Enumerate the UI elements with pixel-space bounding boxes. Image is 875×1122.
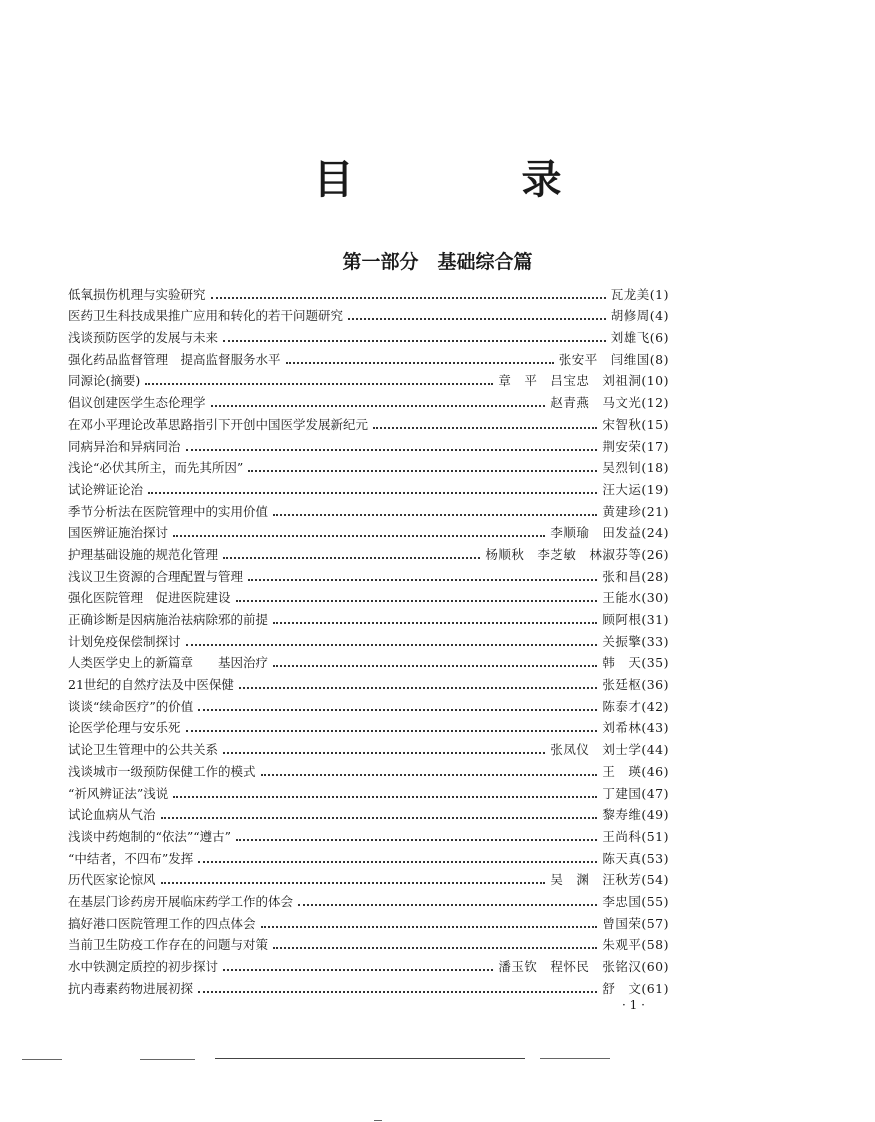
scan-artifact-line <box>540 1058 610 1059</box>
toc-entry-title: 当前卫生防疫工作存在的问题与对策 <box>68 937 269 953</box>
dot-leader <box>223 752 545 754</box>
dot-leader <box>148 492 597 494</box>
toc-entry-title: 浅论“必伏其所主，而先其所因” <box>68 460 244 476</box>
toc-entry-author-page: 张廷枢(36) <box>602 677 669 693</box>
toc-entry-author-page: 王尚科(51) <box>602 828 669 844</box>
toc-entry <box>68 346 669 368</box>
toc-entry-author-page: 杨顺秋 李芝敏 林淑芬等(26) <box>485 546 669 562</box>
toc-entry-title: 护理基础设施的规范化管理 <box>68 546 219 562</box>
toc-entry <box>68 606 669 628</box>
toc-entry-title: 浅谈城市一级预防保健工作的模式 <box>68 763 256 779</box>
toc-entry-author-page: 汪大运(19) <box>602 481 669 497</box>
dot-leader <box>248 470 597 472</box>
toc-entry-title: 浅议卫生资源的合理配置与管理 <box>68 568 244 584</box>
scan-artifact-line <box>22 1059 62 1060</box>
toc-entry <box>68 324 669 346</box>
dot-leader <box>211 297 606 299</box>
dot-leader <box>273 947 597 949</box>
toc-entry-title: 倡议创建医学生态伦理学 <box>68 395 206 411</box>
dot-leader <box>261 926 598 928</box>
toc-entry-author-page: 舒 文(61) <box>602 980 669 996</box>
toc-entry <box>68 802 669 824</box>
dot-leader <box>173 796 597 798</box>
toc-entry-title: 季节分析法在医院管理中的实用价值 <box>68 503 269 519</box>
toc-entry <box>68 585 669 607</box>
toc-entry-title: 搞好港口医院管理工作的四点体会 <box>68 915 256 931</box>
toc-entry <box>68 281 669 303</box>
toc-entry-author-page: 陈天真(53) <box>602 850 669 866</box>
toc-entry-author-page: 曾国荣(57) <box>602 915 669 931</box>
toc-entry-author-page: 关振擎(33) <box>602 633 669 649</box>
dot-leader <box>248 579 597 581</box>
dot-leader <box>223 969 493 971</box>
toc-entry-title: 试论血病从气治 <box>68 807 156 823</box>
toc-entry-title: 人类医学史上的新篇章 基因治疗 <box>68 655 269 671</box>
dot-leader <box>173 535 545 537</box>
dot-leader <box>236 839 597 841</box>
toc-entry-title: “中结者，不四布”发挥 <box>68 850 194 866</box>
dot-leader <box>145 383 493 385</box>
toc-entry-author-page: 吴 渊 汪秋芳(54) <box>550 872 669 888</box>
dot-leader <box>186 449 598 451</box>
toc-entry <box>68 650 669 672</box>
toc-entry <box>68 845 669 867</box>
page-title: 目 录 <box>313 157 626 203</box>
toc-entry-title: 水中铁测定质控的初步探讨 <box>68 959 219 974</box>
toc-entry-title: 国医辨证施治探讨 <box>68 525 169 541</box>
dot-leader <box>236 600 598 602</box>
dot-leader <box>273 514 597 516</box>
toc-entry-title: 医药卫生科技成果推广应用和转化的若干问题研究 <box>68 308 344 324</box>
toc-entry-title: 在基层门诊药房开展临床药学工作的体会 <box>68 893 294 909</box>
dot-leader <box>373 427 597 429</box>
dot-leader <box>198 709 597 711</box>
dot-leader <box>161 882 546 884</box>
toc-entry-author-page: 丁建国(47) <box>602 785 669 801</box>
toc-entry <box>68 455 669 477</box>
toc-entry <box>68 867 669 889</box>
toc-entry-author-page: 张凤仪 刘士学(44) <box>550 742 669 758</box>
toc-entry <box>68 433 669 455</box>
toc-entry-author-page: 赵青燕 马文光(12) <box>550 395 669 411</box>
toc-entry-author-page: 张和昌(28) <box>602 568 669 584</box>
toc-entry-title: 浅谈预防医学的发展与未来 <box>68 330 219 346</box>
dot-leader <box>186 730 598 732</box>
toc-entry-title: 21世纪的自然疗法及中医保健 <box>68 677 234 693</box>
dot-leader <box>161 817 598 819</box>
page-number: · 1 · <box>622 998 645 1012</box>
toc-entry-title: 同源论(摘要) <box>68 373 141 389</box>
section-title: 第一部分 基础综合篇 <box>342 251 533 273</box>
dot-leader <box>223 557 480 559</box>
toc-entry-author-page: 潘玉钦 程怀民 张铭汉(60) <box>498 959 669 974</box>
toc-entry-title: 强化药品监督管理 提高监督服务水平 <box>68 351 281 367</box>
toc-entry-title: 抗内毒素药物进展初探 <box>68 980 194 996</box>
toc-entry-author-page: 朱观平(58) <box>602 937 669 953</box>
toc-entry-author-page: 刘希林(43) <box>602 720 669 736</box>
toc-entry <box>68 693 669 715</box>
toc-entry-title: 谈谈“续命医疗”的价值 <box>68 698 194 714</box>
toc-entry-author-page: 张安平 闫维国(8) <box>558 351 669 367</box>
toc-entry <box>68 389 669 411</box>
dot-leader <box>348 318 606 320</box>
toc-entry <box>68 715 669 737</box>
toc-entry <box>68 758 669 780</box>
toc-entry-title: 浅谈中药炮制的“依法”“遵古” <box>68 828 232 844</box>
scan-artifact-line <box>140 1059 195 1060</box>
toc-entry <box>68 736 669 758</box>
dot-leader <box>239 687 597 689</box>
toc-entry-title: 论医学伦理与安乐死 <box>68 720 181 736</box>
dot-leader <box>198 991 597 993</box>
toc-entry-author-page: 李顺瑜 田发益(24) <box>550 525 669 541</box>
toc-entry <box>68 780 669 802</box>
toc-entry <box>68 411 669 433</box>
toc-entry-title: 同病异治和异病同治 <box>68 438 181 454</box>
dot-leader <box>198 861 597 863</box>
toc-entry-title: 低氧损伤机理与实验研究 <box>68 286 206 302</box>
toc-entry <box>68 953 669 975</box>
scan-artifact-line <box>374 1120 382 1121</box>
toc-entry-author-page: 宋智秋(15) <box>602 416 669 432</box>
toc-entry <box>68 823 669 845</box>
dot-leader <box>223 340 606 342</box>
toc-entry-author-page: 黎寿维(49) <box>602 807 669 823</box>
toc-entry-author-page: 李忠国(55) <box>602 893 669 909</box>
toc-entry <box>68 541 669 563</box>
toc-entry <box>68 498 669 520</box>
dot-leader <box>273 622 597 624</box>
toc-entry <box>68 520 669 542</box>
toc-entry-author-page: 黄建珍(21) <box>602 503 669 519</box>
toc-entry <box>68 628 669 650</box>
toc-entry <box>68 563 669 585</box>
dot-leader <box>211 405 546 407</box>
toc-entry-author-page: 荆安荣(17) <box>602 438 669 454</box>
toc-entry-author-page: 章 平 吕宝忠 刘祖洞(10) <box>498 373 669 389</box>
toc-entry-author-page: 胡修周(4) <box>610 308 669 324</box>
toc-entry-author-page: 王能水(30) <box>602 590 669 606</box>
toc-entry-author-page: 陈泰才(42) <box>602 698 669 714</box>
toc-entry-title: 试论辨证论治 <box>68 481 144 497</box>
toc-entry-author-page: 吴烈钊(18) <box>602 460 669 476</box>
dot-leader <box>298 904 597 906</box>
toc-entry-title: 在邓小平理论改革思路指引下开创中国医学发展新纪元 <box>68 416 369 432</box>
table-of-contents <box>68 281 669 997</box>
toc-entry <box>68 932 669 954</box>
scan-artifact-line <box>215 1058 525 1059</box>
toc-entry-author-page: 顾阿根(31) <box>602 612 669 627</box>
toc-entry <box>68 368 669 390</box>
toc-entry <box>68 975 669 997</box>
dot-leader <box>273 665 597 667</box>
toc-entry-title: 强化医院管理 促进医院建设 <box>68 590 231 606</box>
toc-entry-author-page: 王 瑛(46) <box>602 763 669 779</box>
toc-entry <box>68 476 669 498</box>
toc-entry-title: 正确诊断是因病施治祛病除邪的前提 <box>68 612 269 627</box>
dot-leader <box>261 774 598 776</box>
toc-entry <box>68 910 669 932</box>
toc-entry-title: “祈风辨证法”浅说 <box>68 785 169 801</box>
toc-entry-title: 试论卫生管理中的公共关系 <box>68 742 219 758</box>
toc-entry-title: 历代医家论惊风 <box>68 872 156 888</box>
dot-leader <box>186 644 598 646</box>
toc-entry <box>68 303 669 325</box>
toc-entry-title: 计划免疫保偿制探讨 <box>68 633 181 649</box>
toc-entry <box>68 888 669 910</box>
dot-leader <box>286 362 554 364</box>
toc-entry-author-page: 刘雄飞(6) <box>610 330 669 346</box>
toc-entry-author-page: 瓦龙美(1) <box>610 286 669 302</box>
toc-entry <box>68 671 669 693</box>
toc-entry-author-page: 韩 天(35) <box>602 655 669 671</box>
